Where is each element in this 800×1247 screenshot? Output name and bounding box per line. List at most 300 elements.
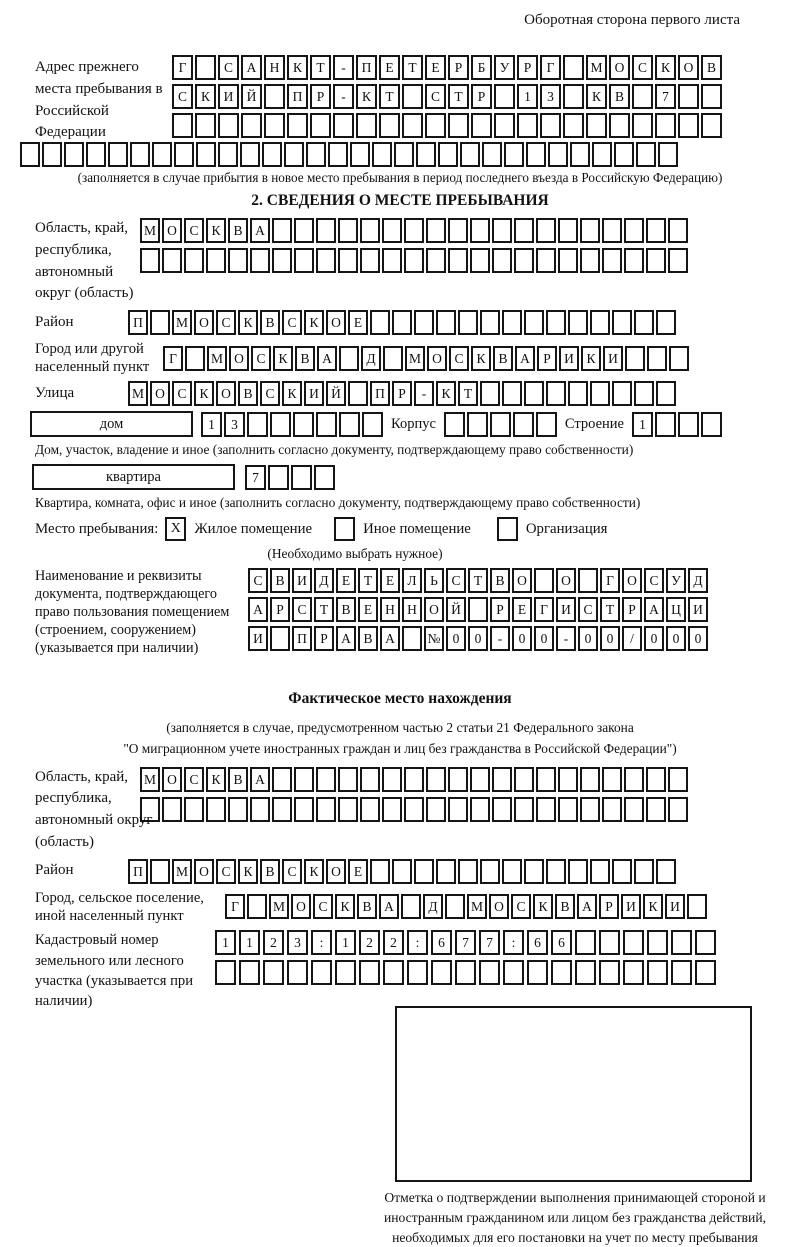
char-cell[interactable]: М <box>140 218 160 243</box>
char-cell[interactable] <box>264 113 285 138</box>
char-cell[interactable] <box>695 930 716 955</box>
char-cell[interactable] <box>504 142 524 167</box>
char-cell[interactable]: № <box>424 626 444 651</box>
char-cell[interactable] <box>86 142 106 167</box>
char-cell[interactable]: О <box>609 55 630 80</box>
char-cell[interactable] <box>568 859 588 884</box>
char-cell[interactable] <box>658 142 678 167</box>
char-cell[interactable]: В <box>609 84 630 109</box>
char-cell[interactable] <box>470 248 490 273</box>
char-cell[interactable]: И <box>248 626 268 651</box>
char-cell[interactable]: М <box>172 859 192 884</box>
char-cell[interactable] <box>401 894 421 919</box>
char-cell[interactable]: 3 <box>287 930 308 955</box>
char-cell[interactable] <box>241 113 262 138</box>
char-cell[interactable] <box>383 346 403 371</box>
char-cell[interactable] <box>436 310 456 335</box>
char-cell[interactable]: 0 <box>688 626 708 651</box>
char-cell[interactable] <box>448 797 468 822</box>
char-cell[interactable]: : <box>407 930 428 955</box>
char-cell[interactable] <box>402 113 423 138</box>
char-cell[interactable] <box>130 142 150 167</box>
char-cell[interactable]: П <box>128 859 148 884</box>
char-cell[interactable] <box>492 767 512 792</box>
char-cell[interactable] <box>514 218 534 243</box>
char-cell[interactable]: У <box>494 55 515 80</box>
char-cell[interactable] <box>687 894 707 919</box>
char-cell[interactable] <box>306 142 326 167</box>
char-cell[interactable]: А <box>250 218 270 243</box>
char-cell[interactable] <box>646 767 666 792</box>
char-cell[interactable] <box>108 142 128 167</box>
char-cell[interactable]: С <box>632 55 653 80</box>
char-cell[interactable]: С <box>172 84 193 109</box>
char-cell[interactable] <box>558 248 578 273</box>
char-cell[interactable] <box>502 310 522 335</box>
char-cell[interactable] <box>602 218 622 243</box>
char-cell[interactable] <box>536 767 556 792</box>
char-cell[interactable]: 1 <box>201 412 222 437</box>
char-cell[interactable] <box>348 381 368 406</box>
char-cell[interactable] <box>524 859 544 884</box>
char-cell[interactable] <box>328 142 348 167</box>
char-cell[interactable]: О <box>291 894 311 919</box>
char-cell[interactable]: С <box>218 55 239 80</box>
char-cell[interactable] <box>470 797 490 822</box>
char-cell[interactable] <box>563 84 584 109</box>
char-cell[interactable]: О <box>512 568 532 593</box>
char-cell[interactable] <box>272 218 292 243</box>
char-cell[interactable] <box>614 142 634 167</box>
char-cell[interactable] <box>701 113 722 138</box>
char-cell[interactable] <box>580 218 600 243</box>
char-cell[interactable] <box>228 248 248 273</box>
char-cell[interactable]: Й <box>326 381 346 406</box>
char-cell[interactable] <box>195 113 216 138</box>
char-cell[interactable]: Г <box>600 568 620 593</box>
char-cell[interactable] <box>338 767 358 792</box>
char-cell[interactable] <box>468 597 488 622</box>
char-cell[interactable] <box>316 248 336 273</box>
char-cell[interactable] <box>250 797 270 822</box>
char-cell[interactable] <box>612 381 632 406</box>
char-cell[interactable]: Г <box>534 597 554 622</box>
char-cell[interactable] <box>624 797 644 822</box>
char-cell[interactable] <box>655 113 676 138</box>
char-cell[interactable]: Т <box>468 568 488 593</box>
char-cell[interactable]: 7 <box>245 465 266 490</box>
char-cell[interactable] <box>426 797 446 822</box>
char-cell[interactable]: Р <box>471 84 492 109</box>
char-cell[interactable] <box>480 310 500 335</box>
char-cell[interactable] <box>602 797 622 822</box>
char-cell[interactable]: Р <box>490 597 510 622</box>
char-cell[interactable]: А <box>317 346 337 371</box>
char-cell[interactable] <box>448 218 468 243</box>
char-cell[interactable] <box>695 960 716 985</box>
char-cell[interactable]: Е <box>336 568 356 593</box>
char-cell[interactable]: А <box>379 894 399 919</box>
char-cell[interactable] <box>612 310 632 335</box>
char-cell[interactable]: У <box>666 568 686 593</box>
char-cell[interactable] <box>470 767 490 792</box>
char-cell[interactable] <box>270 626 290 651</box>
char-cell[interactable] <box>568 381 588 406</box>
char-cell[interactable]: Д <box>314 568 334 593</box>
char-cell[interactable] <box>335 960 356 985</box>
char-cell[interactable]: Р <box>314 626 334 651</box>
char-cell[interactable]: И <box>621 894 641 919</box>
char-cell[interactable]: 0 <box>468 626 488 651</box>
char-cell[interactable]: Р <box>622 597 642 622</box>
char-cell[interactable] <box>514 797 534 822</box>
char-cell[interactable] <box>370 859 390 884</box>
char-cell[interactable] <box>480 381 500 406</box>
char-cell[interactable] <box>264 84 285 109</box>
char-cell[interactable] <box>570 142 590 167</box>
char-cell[interactable] <box>467 412 488 437</box>
char-cell[interactable] <box>414 859 434 884</box>
char-cell[interactable]: К <box>195 84 216 109</box>
char-cell[interactable] <box>602 767 622 792</box>
char-cell[interactable] <box>471 113 492 138</box>
char-cell[interactable]: К <box>335 894 355 919</box>
char-cell[interactable] <box>333 113 354 138</box>
char-cell[interactable] <box>218 113 239 138</box>
char-cell[interactable]: Л <box>402 568 422 593</box>
char-cell[interactable]: В <box>228 218 248 243</box>
char-cell[interactable] <box>431 960 452 985</box>
char-cell[interactable]: А <box>250 767 270 792</box>
char-cell[interactable] <box>458 859 478 884</box>
char-cell[interactable] <box>678 113 699 138</box>
char-cell[interactable]: Т <box>402 55 423 80</box>
char-cell[interactable] <box>563 55 584 80</box>
char-cell[interactable] <box>624 248 644 273</box>
char-cell[interactable]: О <box>326 859 346 884</box>
char-cell[interactable]: М <box>586 55 607 80</box>
char-cell[interactable] <box>294 767 314 792</box>
char-cell[interactable] <box>184 797 204 822</box>
char-cell[interactable]: С <box>184 218 204 243</box>
char-cell[interactable]: 0 <box>578 626 598 651</box>
char-cell[interactable] <box>140 248 160 273</box>
char-cell[interactable]: О <box>229 346 249 371</box>
char-cell[interactable]: К <box>586 84 607 109</box>
char-cell[interactable] <box>609 113 630 138</box>
char-cell[interactable]: 2 <box>359 930 380 955</box>
char-cell[interactable] <box>174 142 194 167</box>
char-cell[interactable]: Е <box>379 55 400 80</box>
char-cell[interactable] <box>551 960 572 985</box>
char-cell[interactable]: О <box>194 310 214 335</box>
char-cell[interactable]: В <box>358 626 378 651</box>
char-cell[interactable] <box>272 248 292 273</box>
char-cell[interactable]: В <box>701 55 722 80</box>
char-cell[interactable] <box>490 412 511 437</box>
char-cell[interactable] <box>196 142 216 167</box>
kvartira-box[interactable]: квартира <box>32 464 235 490</box>
char-cell[interactable]: О <box>162 218 182 243</box>
char-cell[interactable] <box>536 412 557 437</box>
char-cell[interactable] <box>524 310 544 335</box>
char-cell[interactable]: 2 <box>383 930 404 955</box>
char-cell[interactable] <box>479 960 500 985</box>
char-cell[interactable]: М <box>128 381 148 406</box>
char-cell[interactable] <box>575 960 596 985</box>
char-cell[interactable]: С <box>251 346 271 371</box>
char-cell[interactable] <box>339 412 360 437</box>
char-cell[interactable] <box>514 248 534 273</box>
char-cell[interactable]: - <box>333 84 354 109</box>
char-cell[interactable] <box>480 859 500 884</box>
char-cell[interactable] <box>546 310 566 335</box>
char-cell[interactable]: К <box>533 894 553 919</box>
char-cell[interactable]: 2 <box>263 930 284 955</box>
char-cell[interactable] <box>668 767 688 792</box>
dom-box[interactable]: дом <box>30 411 193 437</box>
char-cell[interactable]: Т <box>448 84 469 109</box>
char-cell[interactable] <box>150 310 170 335</box>
char-cell[interactable]: К <box>238 310 258 335</box>
char-cell[interactable]: К <box>282 381 302 406</box>
char-cell[interactable] <box>272 797 292 822</box>
char-cell[interactable]: Г <box>225 894 245 919</box>
char-cell[interactable] <box>448 767 468 792</box>
char-cell[interactable] <box>316 412 337 437</box>
char-cell[interactable] <box>383 960 404 985</box>
char-cell[interactable]: М <box>172 310 192 335</box>
char-cell[interactable]: 3 <box>224 412 245 437</box>
char-cell[interactable] <box>580 797 600 822</box>
char-cell[interactable] <box>311 960 332 985</box>
char-cell[interactable]: : <box>311 930 332 955</box>
char-cell[interactable]: Г <box>172 55 193 80</box>
char-cell[interactable]: И <box>292 568 312 593</box>
char-cell[interactable]: А <box>248 597 268 622</box>
char-cell[interactable]: П <box>292 626 312 651</box>
char-cell[interactable] <box>293 412 314 437</box>
char-cell[interactable]: Е <box>425 55 446 80</box>
char-cell[interactable] <box>316 797 336 822</box>
char-cell[interactable]: / <box>622 626 642 651</box>
char-cell[interactable] <box>426 218 446 243</box>
char-cell[interactable] <box>382 218 402 243</box>
char-cell[interactable] <box>426 767 446 792</box>
char-cell[interactable] <box>359 960 380 985</box>
char-cell[interactable] <box>590 381 610 406</box>
char-cell[interactable] <box>701 412 722 437</box>
char-cell[interactable]: О <box>162 767 182 792</box>
char-cell[interactable]: С <box>578 597 598 622</box>
char-cell[interactable]: П <box>287 84 308 109</box>
char-cell[interactable] <box>513 412 534 437</box>
char-cell[interactable] <box>625 346 645 371</box>
char-cell[interactable] <box>338 248 358 273</box>
char-cell[interactable] <box>362 412 383 437</box>
char-cell[interactable] <box>678 84 699 109</box>
char-cell[interactable] <box>546 859 566 884</box>
char-cell[interactable]: 0 <box>644 626 664 651</box>
char-cell[interactable] <box>632 113 653 138</box>
char-cell[interactable] <box>20 142 40 167</box>
char-cell[interactable]: К <box>206 767 226 792</box>
char-cell[interactable] <box>294 797 314 822</box>
char-cell[interactable] <box>394 142 414 167</box>
char-cell[interactable]: Р <box>517 55 538 80</box>
char-cell[interactable] <box>540 113 561 138</box>
char-cell[interactable]: Е <box>358 597 378 622</box>
char-cell[interactable]: О <box>678 55 699 80</box>
char-cell[interactable] <box>287 960 308 985</box>
char-cell[interactable]: Т <box>379 84 400 109</box>
char-cell[interactable]: С <box>282 310 302 335</box>
char-cell[interactable]: - <box>414 381 434 406</box>
char-cell[interactable]: 7 <box>655 84 676 109</box>
char-cell[interactable] <box>482 142 502 167</box>
char-cell[interactable] <box>150 859 170 884</box>
char-cell[interactable] <box>350 142 370 167</box>
char-cell[interactable]: 0 <box>600 626 620 651</box>
char-cell[interactable] <box>612 859 632 884</box>
char-cell[interactable]: В <box>357 894 377 919</box>
char-cell[interactable] <box>646 248 666 273</box>
char-cell[interactable]: 0 <box>512 626 532 651</box>
char-cell[interactable] <box>668 218 688 243</box>
char-cell[interactable] <box>262 142 282 167</box>
char-cell[interactable] <box>668 248 688 273</box>
char-cell[interactable]: Р <box>310 84 331 109</box>
char-cell[interactable] <box>668 797 688 822</box>
char-cell[interactable]: О <box>622 568 642 593</box>
char-cell[interactable] <box>634 310 654 335</box>
char-cell[interactable]: Т <box>358 568 378 593</box>
char-cell[interactable]: Р <box>537 346 557 371</box>
char-cell[interactable] <box>470 218 490 243</box>
char-cell[interactable] <box>268 465 289 490</box>
char-cell[interactable] <box>404 767 424 792</box>
char-cell[interactable] <box>438 142 458 167</box>
char-cell[interactable] <box>502 859 522 884</box>
char-cell[interactable]: С <box>449 346 469 371</box>
char-cell[interactable] <box>558 767 578 792</box>
char-cell[interactable] <box>701 84 722 109</box>
char-cell[interactable] <box>314 465 335 490</box>
char-cell[interactable]: А <box>644 597 664 622</box>
char-cell[interactable]: 3 <box>540 84 561 109</box>
char-cell[interactable]: И <box>688 597 708 622</box>
char-cell[interactable] <box>228 797 248 822</box>
char-cell[interactable] <box>671 960 692 985</box>
char-cell[interactable] <box>678 412 699 437</box>
char-cell[interactable]: К <box>356 84 377 109</box>
char-cell[interactable]: С <box>172 381 192 406</box>
char-cell[interactable] <box>206 797 226 822</box>
char-cell[interactable]: Т <box>310 55 331 80</box>
char-cell[interactable] <box>536 248 556 273</box>
char-cell[interactable]: О <box>150 381 170 406</box>
char-cell[interactable] <box>356 113 377 138</box>
char-cell[interactable] <box>414 310 434 335</box>
char-cell[interactable] <box>590 859 610 884</box>
char-cell[interactable]: М <box>140 767 160 792</box>
char-cell[interactable]: 7 <box>479 930 500 955</box>
char-cell[interactable] <box>239 960 260 985</box>
char-cell[interactable]: 1 <box>517 84 538 109</box>
char-cell[interactable]: Р <box>392 381 412 406</box>
char-cell[interactable] <box>310 113 331 138</box>
char-cell[interactable] <box>270 412 291 437</box>
char-cell[interactable]: С <box>216 859 236 884</box>
char-cell[interactable]: К <box>655 55 676 80</box>
char-cell[interactable]: А <box>577 894 597 919</box>
char-cell[interactable] <box>407 960 428 985</box>
char-cell[interactable] <box>294 248 314 273</box>
char-cell[interactable]: Р <box>599 894 619 919</box>
char-cell[interactable]: А <box>336 626 356 651</box>
char-cell[interactable] <box>669 346 689 371</box>
char-cell[interactable] <box>568 310 588 335</box>
char-cell[interactable]: Д <box>361 346 381 371</box>
char-cell[interactable] <box>360 767 380 792</box>
char-cell[interactable]: К <box>194 381 214 406</box>
char-cell[interactable] <box>294 218 314 243</box>
char-cell[interactable] <box>455 960 476 985</box>
char-cell[interactable] <box>534 568 554 593</box>
char-cell[interactable] <box>492 218 512 243</box>
char-cell[interactable] <box>152 142 172 167</box>
char-cell[interactable]: Г <box>540 55 561 80</box>
char-cell[interactable]: А <box>241 55 262 80</box>
char-cell[interactable]: Й <box>446 597 466 622</box>
char-cell[interactable] <box>247 894 267 919</box>
char-cell[interactable]: С <box>184 767 204 792</box>
char-cell[interactable] <box>444 412 465 437</box>
char-cell[interactable]: В <box>490 568 510 593</box>
char-cell[interactable]: Н <box>264 55 285 80</box>
char-cell[interactable] <box>64 142 84 167</box>
char-cell[interactable]: И <box>218 84 239 109</box>
char-cell[interactable] <box>580 248 600 273</box>
char-cell[interactable]: О <box>427 346 447 371</box>
char-cell[interactable]: К <box>304 310 324 335</box>
char-cell[interactable]: Д <box>423 894 443 919</box>
char-cell[interactable]: Ь <box>424 568 444 593</box>
char-cell[interactable]: К <box>273 346 293 371</box>
char-cell[interactable] <box>656 310 676 335</box>
char-cell[interactable] <box>524 381 544 406</box>
char-cell[interactable]: - <box>556 626 576 651</box>
char-cell[interactable]: В <box>493 346 513 371</box>
char-cell[interactable] <box>436 859 456 884</box>
char-cell[interactable] <box>382 797 402 822</box>
char-cell[interactable]: К <box>238 859 258 884</box>
char-cell[interactable] <box>634 381 654 406</box>
char-cell[interactable]: Е <box>512 597 532 622</box>
char-cell[interactable] <box>379 113 400 138</box>
char-cell[interactable] <box>426 248 446 273</box>
char-cell[interactable] <box>218 142 238 167</box>
char-cell[interactable] <box>416 142 436 167</box>
char-cell[interactable] <box>592 142 612 167</box>
char-cell[interactable] <box>360 797 380 822</box>
char-cell[interactable] <box>425 113 446 138</box>
char-cell[interactable]: 6 <box>551 930 572 955</box>
char-cell[interactable] <box>448 113 469 138</box>
char-cell[interactable] <box>558 797 578 822</box>
char-cell[interactable] <box>563 113 584 138</box>
char-cell[interactable]: Г <box>163 346 183 371</box>
